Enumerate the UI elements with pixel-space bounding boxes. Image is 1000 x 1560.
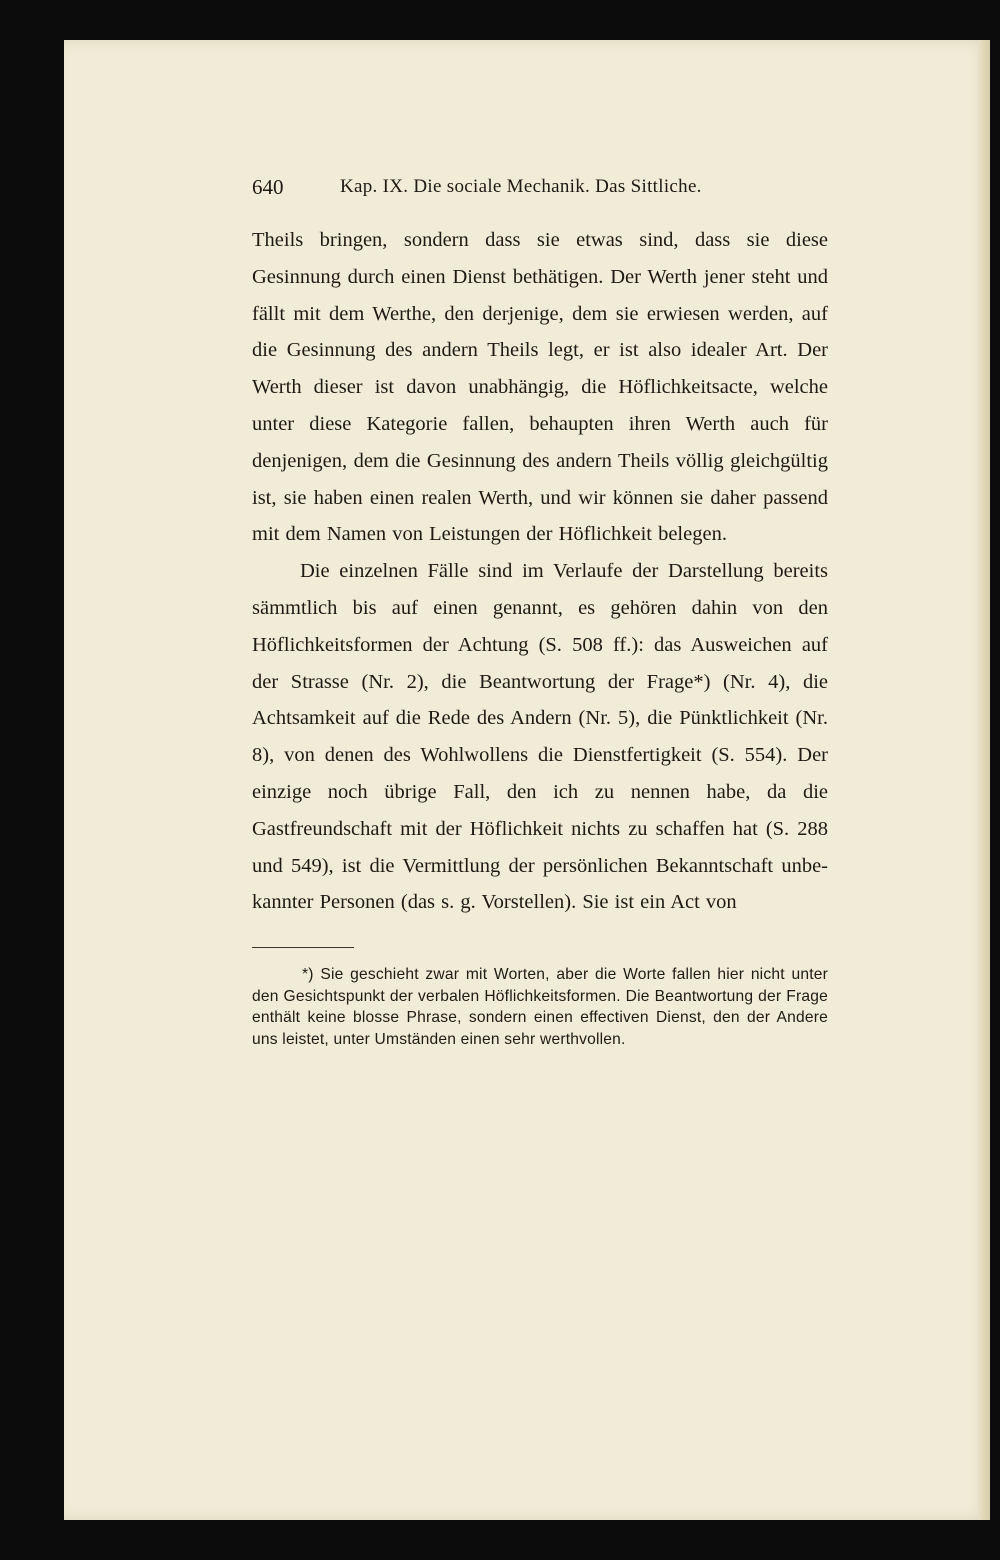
paragraph-1: Theils bringen, sondern dass sie etwas sind, dass sie diese Gesinnung durch einen Dienst bethätigen. Der Werth jener steht und fällt mit dem Werthe, den derjenige, dem sie erwiesen werden, auf die Gesinnung des andern Theils legt, er ist also idealer Art. Der Werth dieser ist davon unabhängig, die Höflichkeitsacte, welche unter diese Kategorie fallen, behaupten ihren Werth auch für denjenigen, dem die Gesinnung des andern Theils völlig gleichgültig ist, sie haben einen realen Werth, und wir können sie daher passend mit dem Namen von Leistungen der Höflichkeit belegen. — [252, 229, 828, 546]
running-head — [252, 172, 828, 202]
footnote: *) Sie geschieht zwar mit Worten, aber die Worte fallen hier nicht unter den Gesichtspunkt der verbalen Höflichkeitsformen. Die Beantwortung der Frage enthält keine blosse Phrase, sondern einen effectiven Dienst, den der Andere uns leistet, unter Umständen einen sehr werthvollen. — [252, 966, 828, 1048]
page-content — [252, 172, 828, 1066]
paragraph-2: Die einzelnen Fälle sind im Verlaufe der Darstellung bereits sämmtlich bis auf einen genannt, es gehören dahin von den Höflichkeitsformen der Achtung (S. 508 ff.): das Ausweichen auf der Strasse (Nr. 2), die Beantwortung der Frage*) (Nr. 4), die Achtsamkeit auf die Rede des Andern (Nr. 5), die Pünktlichkeit (Nr. 8), von denen des Wohlwollens die Dienstfertigkeit (S. 554). Der einzige noch übrige Fall, den ich zu nennen habe, da die Gastfreundschaft mit der Höflichkeit nichts zu schaffen hat (S. 288 und 549), ist die Vermittlung der persönlichen Bekanntschaft unbekannter Personen (das s. g. Vorstellen). Sie ist ein Act von — [252, 560, 828, 914]
page-edge — [978, 40, 990, 1520]
page-number: 640 — [252, 175, 284, 199]
chapter-title: Kap. IX. Die sociale Mechanik. Das Sittliche. — [340, 176, 702, 197]
footnote-divider — [252, 947, 354, 948]
main-text — [252, 222, 828, 921]
